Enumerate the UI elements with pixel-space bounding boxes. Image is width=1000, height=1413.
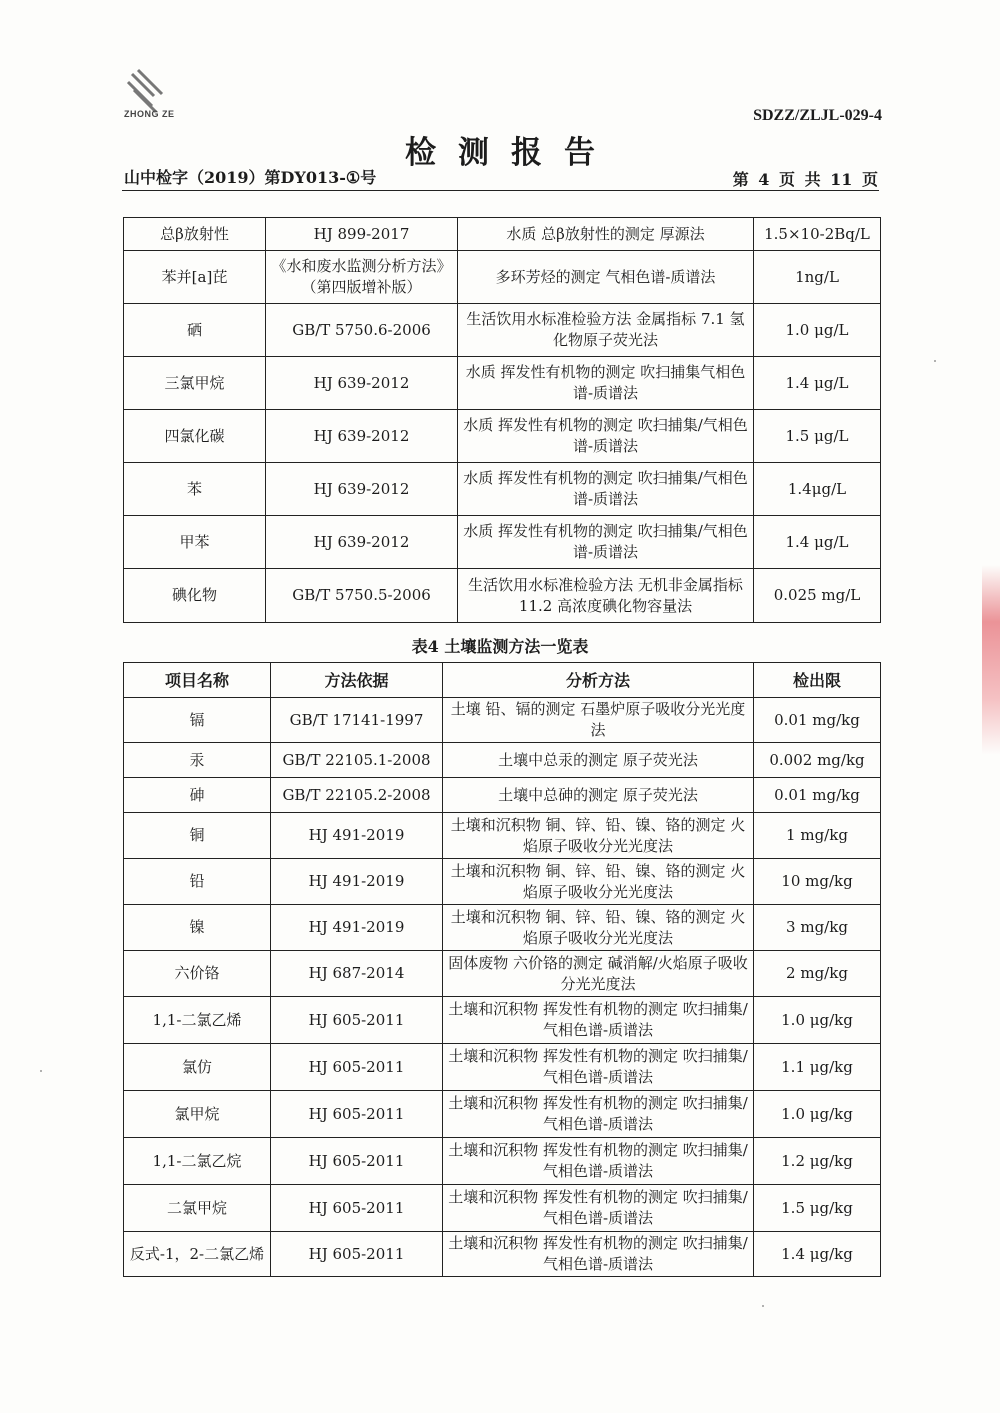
cell-method: 土壤和沉积物 挥发性有机物的测定 吹扫捕集/气相色谱-质谱法 [443, 997, 754, 1044]
table-row [124, 905, 881, 951]
soil-table-caption: 表4 土壤监测方法一览表 [411, 637, 589, 656]
cell-limit: 3 mg/kg [754, 905, 881, 951]
cell-limit: 0.01 mg/kg [754, 778, 881, 813]
cell-method: 土壤和沉积物 铜、锌、铅、镍、铬的测定 火焰原子吸收分光光度法 [443, 813, 754, 859]
scan-speck [762, 1305, 764, 1307]
table-header-row [124, 663, 881, 698]
cell-method: 土壤和沉积物 铜、锌、铅、镍、铬的测定 火焰原子吸收分光光度法 [443, 905, 754, 951]
cell-limit: 1.4μg/L [754, 463, 881, 516]
cell-method: 土壤 铅、镉的测定 石墨炉原子吸收分光光度法 [443, 698, 754, 743]
red-stamp-edge [982, 565, 1000, 755]
table-row [124, 410, 881, 463]
cell-basis: GB/T 22105.2-2008 [271, 778, 443, 813]
cell-item: 四氯化碳 [124, 410, 266, 463]
cell-limit: 1.5 μg/L [754, 410, 881, 463]
page-number: 第 4 页 共 11 页 [732, 170, 878, 189]
cell-item: 砷 [124, 778, 271, 813]
cell-basis: 《水和废水监测分析方法》（第四版增补版） [266, 251, 458, 304]
cell-method: 水质 挥发性有机物的测定 吹扫捕集/气相色谱-质谱法 [458, 463, 754, 516]
table-row [124, 218, 881, 251]
cell-limit: 1.4 μg/kg [754, 1232, 881, 1277]
cell-method: 土壤和沉积物 铜、锌、铅、镍、铬的测定 火焰原子吸收分光光度法 [443, 859, 754, 905]
cell-limit: 1.0 μg/L [754, 304, 881, 357]
header-basis: 方法依据 [271, 663, 443, 698]
scan-speck [934, 360, 936, 362]
cell-limit: 1.4 μg/L [754, 357, 881, 410]
table-row [124, 463, 881, 516]
table-row [124, 743, 881, 778]
cell-item: 碘化物 [124, 569, 266, 623]
table-row [124, 569, 881, 623]
scan-speck [40, 1070, 42, 1072]
cell-limit: 1 mg/kg [754, 813, 881, 859]
table-row [124, 1044, 881, 1091]
cell-limit: 1.1 μg/kg [754, 1044, 881, 1091]
table-row [124, 1232, 881, 1277]
cell-method: 多环芳烃的测定 气相色谱-质谱法 [458, 251, 754, 304]
cell-limit: 0.025 mg/L [754, 569, 881, 623]
cell-item: 氯甲烷 [124, 1091, 271, 1138]
document-code: SDZZ/ZLJL-029-4 [753, 107, 882, 124]
cell-limit: 1.4 μg/L [754, 516, 881, 569]
cell-basis: HJ 639-2012 [266, 357, 458, 410]
cell-item: 1,1-二氯乙烷 [124, 1138, 271, 1185]
cell-item: 甲苯 [124, 516, 266, 569]
water-methods-table [123, 217, 881, 623]
cell-method: 土壤和沉积物 挥发性有机物的测定 吹扫捕集/气相色谱-质谱法 [443, 1138, 754, 1185]
cell-item: 氯仿 [124, 1044, 271, 1091]
table-row [124, 997, 881, 1044]
cell-item: 苯 [124, 463, 266, 516]
cell-basis: HJ 639-2012 [266, 516, 458, 569]
cell-limit: 1.0 μg/kg [754, 1091, 881, 1138]
cell-limit: 10 mg/kg [754, 859, 881, 905]
report-number: 山中检字（2019）第DY013-①号 [124, 168, 377, 187]
table-row [124, 859, 881, 905]
header-method: 分析方法 [443, 663, 754, 698]
cell-basis: HJ 491-2019 [271, 859, 443, 905]
header-limit: 检出限 [754, 663, 881, 698]
cell-item: 镉 [124, 698, 271, 743]
cell-method: 土壤和沉积物 挥发性有机物的测定 吹扫捕集/气相色谱-质谱法 [443, 1044, 754, 1091]
cell-method: 生活饮用水标准检验方法 无机非金属指标 11.2 高浓度碘化物容量法 [458, 569, 754, 623]
cell-method: 水质 总β放射性的测定 厚源法 [458, 218, 754, 251]
page-title: 检测报告 [405, 135, 617, 171]
cell-item: 反式-1，2-二氯乙烯 [124, 1232, 271, 1277]
table-row [124, 304, 881, 357]
cell-item: 汞 [124, 743, 271, 778]
table-row [124, 516, 881, 569]
table-row [124, 357, 881, 410]
cell-method: 水质 挥发性有机物的测定 吹扫捕集/气相色谱-质谱法 [458, 410, 754, 463]
cell-basis: HJ 491-2019 [271, 813, 443, 859]
table-row [124, 778, 881, 813]
soil-methods-table [123, 662, 881, 1277]
cell-item: 铜 [124, 813, 271, 859]
table-row [124, 1185, 881, 1232]
table-row [124, 1091, 881, 1138]
cell-item: 二氯甲烷 [124, 1185, 271, 1232]
cell-method: 水质 挥发性有机物的测定 吹扫捕集/气相色谱-质谱法 [458, 516, 754, 569]
cell-basis: HJ 687-2014 [271, 951, 443, 997]
cell-basis: HJ 605-2011 [271, 1138, 443, 1185]
cell-item: 镍 [124, 905, 271, 951]
cell-limit: 1ng/L [754, 251, 881, 304]
cell-basis: HJ 605-2011 [271, 1091, 443, 1138]
cell-limit: 0.01 mg/kg [754, 698, 881, 743]
cell-method: 土壤和沉积物 挥发性有机物的测定 吹扫捕集/气相色谱-质谱法 [443, 1185, 754, 1232]
cell-basis: HJ 899-2017 [266, 218, 458, 251]
cell-basis: HJ 605-2011 [271, 1232, 443, 1277]
cell-limit: 1.5 μg/kg [754, 1185, 881, 1232]
cell-method: 水质 挥发性有机物的测定 吹扫捕集气相色谱-质谱法 [458, 357, 754, 410]
cell-limit: 0.002 mg/kg [754, 743, 881, 778]
cell-basis: HJ 605-2011 [271, 1185, 443, 1232]
table-row [124, 1138, 881, 1185]
table-row [124, 951, 881, 997]
cell-basis: GB/T 5750.6-2006 [266, 304, 458, 357]
cell-limit: 1.2 μg/kg [754, 1138, 881, 1185]
header-item: 项目名称 [124, 663, 271, 698]
logo-text: ZHONG ZE [124, 109, 175, 119]
cell-basis: GB/T 17141-1997 [271, 698, 443, 743]
cell-method: 固体废物 六价铬的测定 碱消解/火焰原子吸收分光光度法 [443, 951, 754, 997]
cell-method: 土壤和沉积物 挥发性有机物的测定 吹扫捕集/气相色谱-质谱法 [443, 1232, 754, 1277]
cell-item: 三氯甲烷 [124, 357, 266, 410]
cell-basis: HJ 639-2012 [266, 410, 458, 463]
cell-limit: 1.0 μg/kg [754, 997, 881, 1044]
cell-item: 苯并[a]芘 [124, 251, 266, 304]
cell-limit: 2 mg/kg [754, 951, 881, 997]
cell-method: 土壤和沉积物 挥发性有机物的测定 吹扫捕集/气相色谱-质谱法 [443, 1091, 754, 1138]
cell-item: 1,1-二氯乙烯 [124, 997, 271, 1044]
header-divider [122, 190, 879, 191]
cell-basis: HJ 639-2012 [266, 463, 458, 516]
table-row [124, 813, 881, 859]
cell-basis: GB/T 5750.5-2006 [266, 569, 458, 623]
cell-method: 土壤中总汞的测定 原子荧光法 [443, 743, 754, 778]
cell-method: 土壤中总砷的测定 原子荧光法 [443, 778, 754, 813]
cell-basis: HJ 605-2011 [271, 1044, 443, 1091]
table-row [124, 251, 881, 304]
cell-method: 生活饮用水标准检验方法 金属指标 7.1 氢化物原子荧光法 [458, 304, 754, 357]
cell-basis: HJ 605-2011 [271, 997, 443, 1044]
cell-item: 六价铬 [124, 951, 271, 997]
cell-basis: GB/T 22105.1-2008 [271, 743, 443, 778]
cell-basis: HJ 491-2019 [271, 905, 443, 951]
cell-item: 铅 [124, 859, 271, 905]
cell-limit: 1.5×10-2Bq/L [754, 218, 881, 251]
table-row [124, 698, 881, 743]
cell-item: 总β放射性 [124, 218, 266, 251]
cell-item: 硒 [124, 304, 266, 357]
